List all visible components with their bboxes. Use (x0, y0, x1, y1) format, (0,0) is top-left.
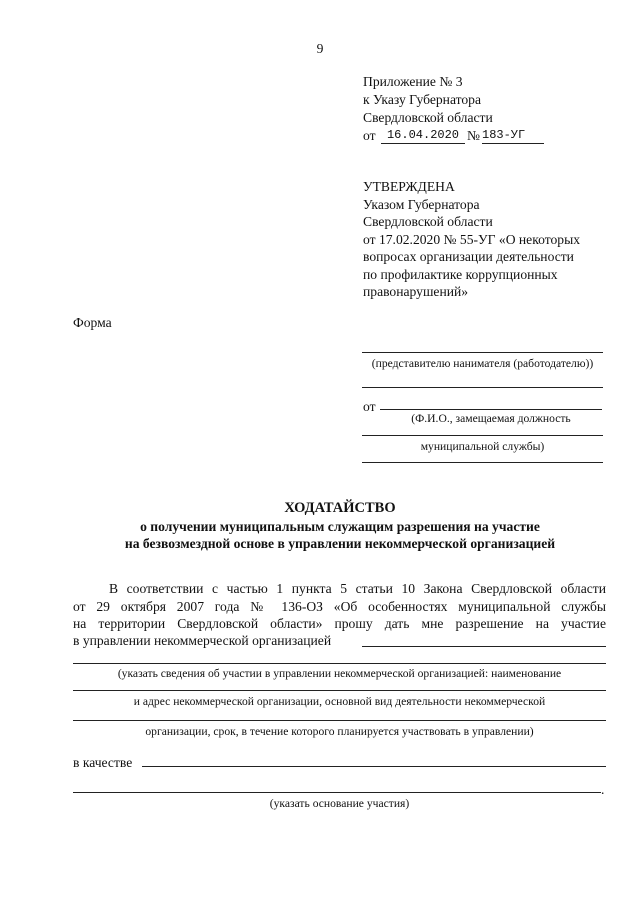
document-subtitle-line-2: на безвозмездной основе в управлении некоммерческой организацией (124, 536, 556, 551)
addressee-line (380, 409, 602, 410)
capacity-prefix: в качестве (73, 755, 133, 770)
hint-line-1: (указать сведения об участии в управлении некоммерческой организацией: наименование (117, 667, 562, 680)
approved-line: правонарушений» (363, 284, 469, 299)
approved-title: УТВЕРЖДЕНА (363, 179, 455, 194)
approved-line: Указом Губернатора (363, 197, 480, 212)
approved-line: вопросах организации деятельности (363, 249, 574, 264)
document-subtitle-line-1: о получении муниципальным служащим разрешения на участие (140, 519, 540, 534)
addressee-line (362, 352, 603, 353)
addressee-line (362, 435, 603, 436)
appendix-number-value: 183-УГ (482, 128, 544, 144)
fill-line (73, 690, 606, 691)
end-period: . (601, 782, 605, 797)
fill-line (362, 646, 606, 647)
addressee-line (362, 387, 603, 388)
body-line-3: на территории Свердловской области» прошу дать мне разрешение на участие (73, 616, 606, 631)
body-line-1: В соответствии с частью 1 пункта 5 статьи 10 Закона Свердловской области (109, 581, 606, 596)
basis-caption: (указать основание участия) (269, 797, 410, 810)
employer-caption: (представителю нанимателя (работодателю)) (371, 357, 594, 370)
addressee-line (362, 462, 603, 463)
fill-line (73, 720, 606, 721)
fill-line (142, 766, 606, 767)
body-line-2: от 29 октября 2007 года № 136-ОЗ «Об особенностях муниципальной службы (73, 599, 606, 614)
hint-line-2: и адрес некоммерческой организации, основной вид деятельности некоммерческой (133, 695, 546, 708)
from-prefix: от (363, 399, 376, 414)
fio-caption: (Ф.И.О., замещаемая должность (411, 412, 571, 425)
appendix-date-value: 16.04.2020 (381, 128, 465, 144)
service-caption: муниципальной службы) (420, 440, 545, 453)
appendix-line-2: к Указу Губернатора (363, 92, 482, 107)
fill-line (73, 663, 606, 664)
approved-line: от 17.02.2020 № 55-УГ «О некоторых (363, 232, 581, 247)
appendix-date-prefix: от (363, 128, 376, 143)
form-label: Форма (73, 315, 112, 330)
body-line-4: в управлении некоммерческой организацией (73, 633, 332, 648)
hint-line-3: организации, срок, в течение которого планируется участвовать в управлении) (145, 725, 534, 738)
appendix-line-1: Приложение № 3 (363, 74, 463, 89)
appendix-line-3: Свердловской области (363, 110, 493, 125)
approved-line: по профилактике коррупционных (363, 267, 558, 282)
fill-line (73, 792, 601, 793)
approved-line: Свердловской области (363, 214, 493, 229)
document-title: ХОДАТАЙСТВО (284, 500, 396, 516)
appendix-number-prefix: № (467, 128, 480, 143)
page-number: 9 (316, 41, 324, 56)
